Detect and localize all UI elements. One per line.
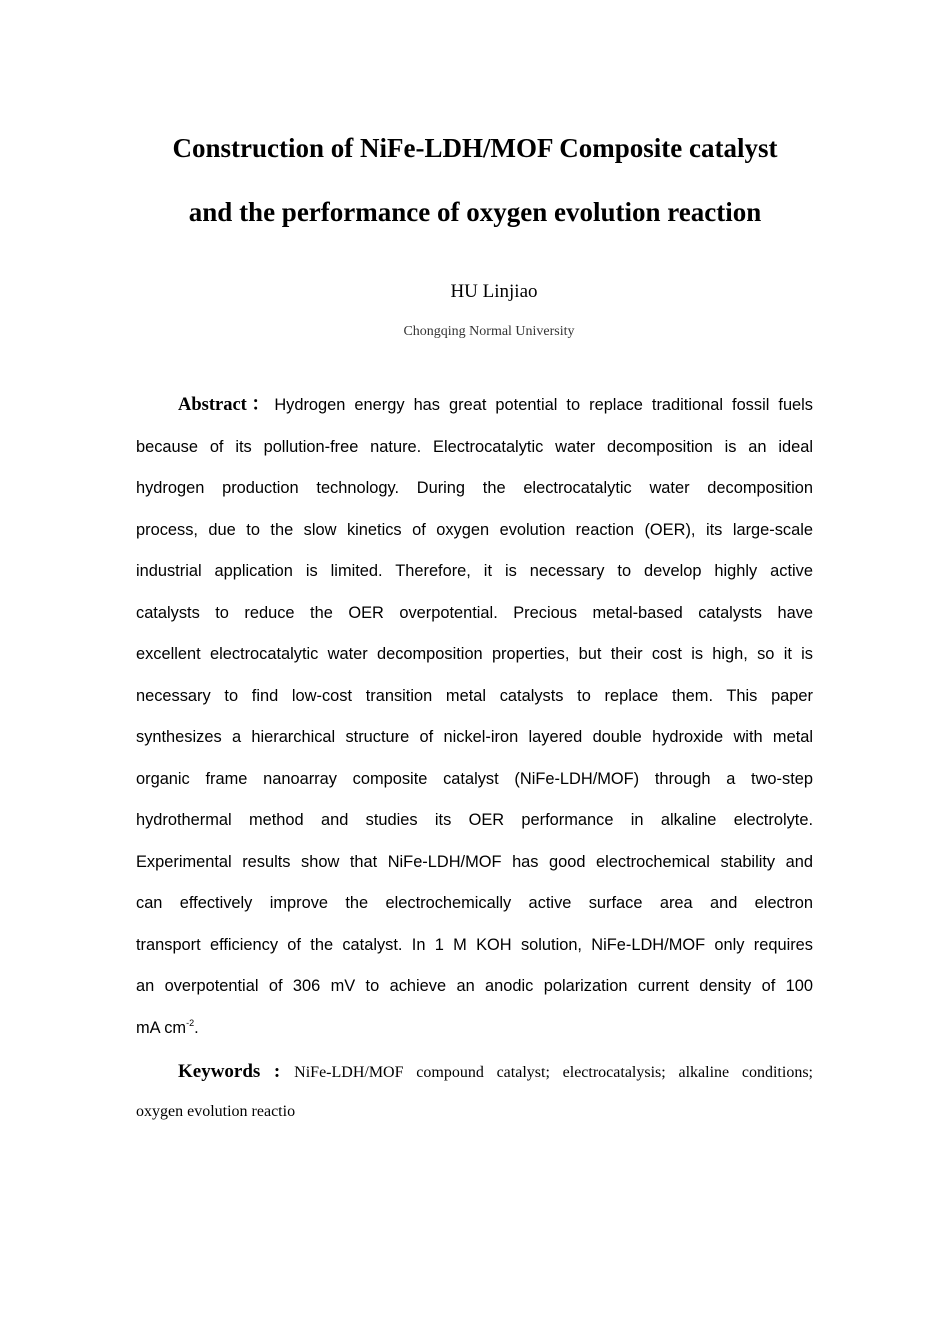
abstract-line: transport efficiency of the catalyst. In 1 M KOH solution, NiFe-LDH/MOF only requires xyxy=(136,935,813,954)
abstract-label: Abstract： xyxy=(178,395,275,415)
abstract-line: excellent electrocatalytic water decomposition properties, but their cost is high, so it is xyxy=(136,645,813,663)
abstract-line xyxy=(136,385,813,427)
abstract-section xyxy=(136,385,813,1049)
keywords-label: Keywords : xyxy=(178,1061,281,1082)
abstract-line: an overpotential of 306 mV to achieve an anodic polarization current density of 100 xyxy=(136,977,813,995)
abstract-line-text: Hydrogen energy has great potential to replace traditional fossil fuels xyxy=(274,396,813,414)
abstract-last-line xyxy=(136,1008,813,1050)
unit-text: mA cm xyxy=(136,1018,187,1037)
keywords-section xyxy=(136,1052,813,1132)
abstract-line: synthesizes a hierarchical structure of nickel-iron layered double hydroxide with metal xyxy=(136,728,813,746)
keywords-line: oxygen evolution reactio xyxy=(136,1103,296,1120)
abstract-line: hydrogen production technology. During the electrocatalytic water decomposition xyxy=(136,479,813,497)
abstract-line: industrial application is limited. Therefore, it is necessary to develop highly active xyxy=(136,562,813,580)
author-name: HU Linjiao xyxy=(450,281,538,302)
abstract-line: Experimental results show that NiFe-LDH/MOF has good electrochemical stability and xyxy=(136,852,813,871)
keywords-line xyxy=(136,1052,813,1092)
sentence-period: . xyxy=(194,1018,199,1037)
author-affiliation: Chongqing Normal University xyxy=(403,324,575,339)
abstract-line: process, due to the slow kinetics of oxygen evolution reaction (OER), its large-scale xyxy=(136,520,813,539)
unit-exponent: -2 xyxy=(186,1017,195,1028)
paper-title-line-2: and the performance of oxygen evolution reaction xyxy=(188,197,762,227)
abstract-line: necessary to find low-cost transition metal catalysts to replace them. This paper xyxy=(136,686,813,705)
keywords-text: NiFe-LDH/MOF compound catalyst; electrocatalysis; alkaline conditions; xyxy=(294,1064,813,1081)
paper-title-line-1: Construction of NiFe-LDH/MOF Composite catalyst xyxy=(172,133,778,163)
abstract-line: organic frame nanoarray composite catalyst (NiFe-LDH/MOF) through a two-step xyxy=(136,769,813,788)
abstract-line: catalysts to reduce the OER overpotential. Precious metal-based catalysts have xyxy=(136,603,813,622)
abstract-line: hydrothermal method and studies its OER performance in alkaline electrolyte. xyxy=(136,811,813,829)
abstract-line: can effectively improve the electrochemically active surface area and electron xyxy=(136,894,813,912)
abstract-line: because of its pollution-free nature. Electrocatalytic water decomposition is an ideal xyxy=(136,437,813,456)
